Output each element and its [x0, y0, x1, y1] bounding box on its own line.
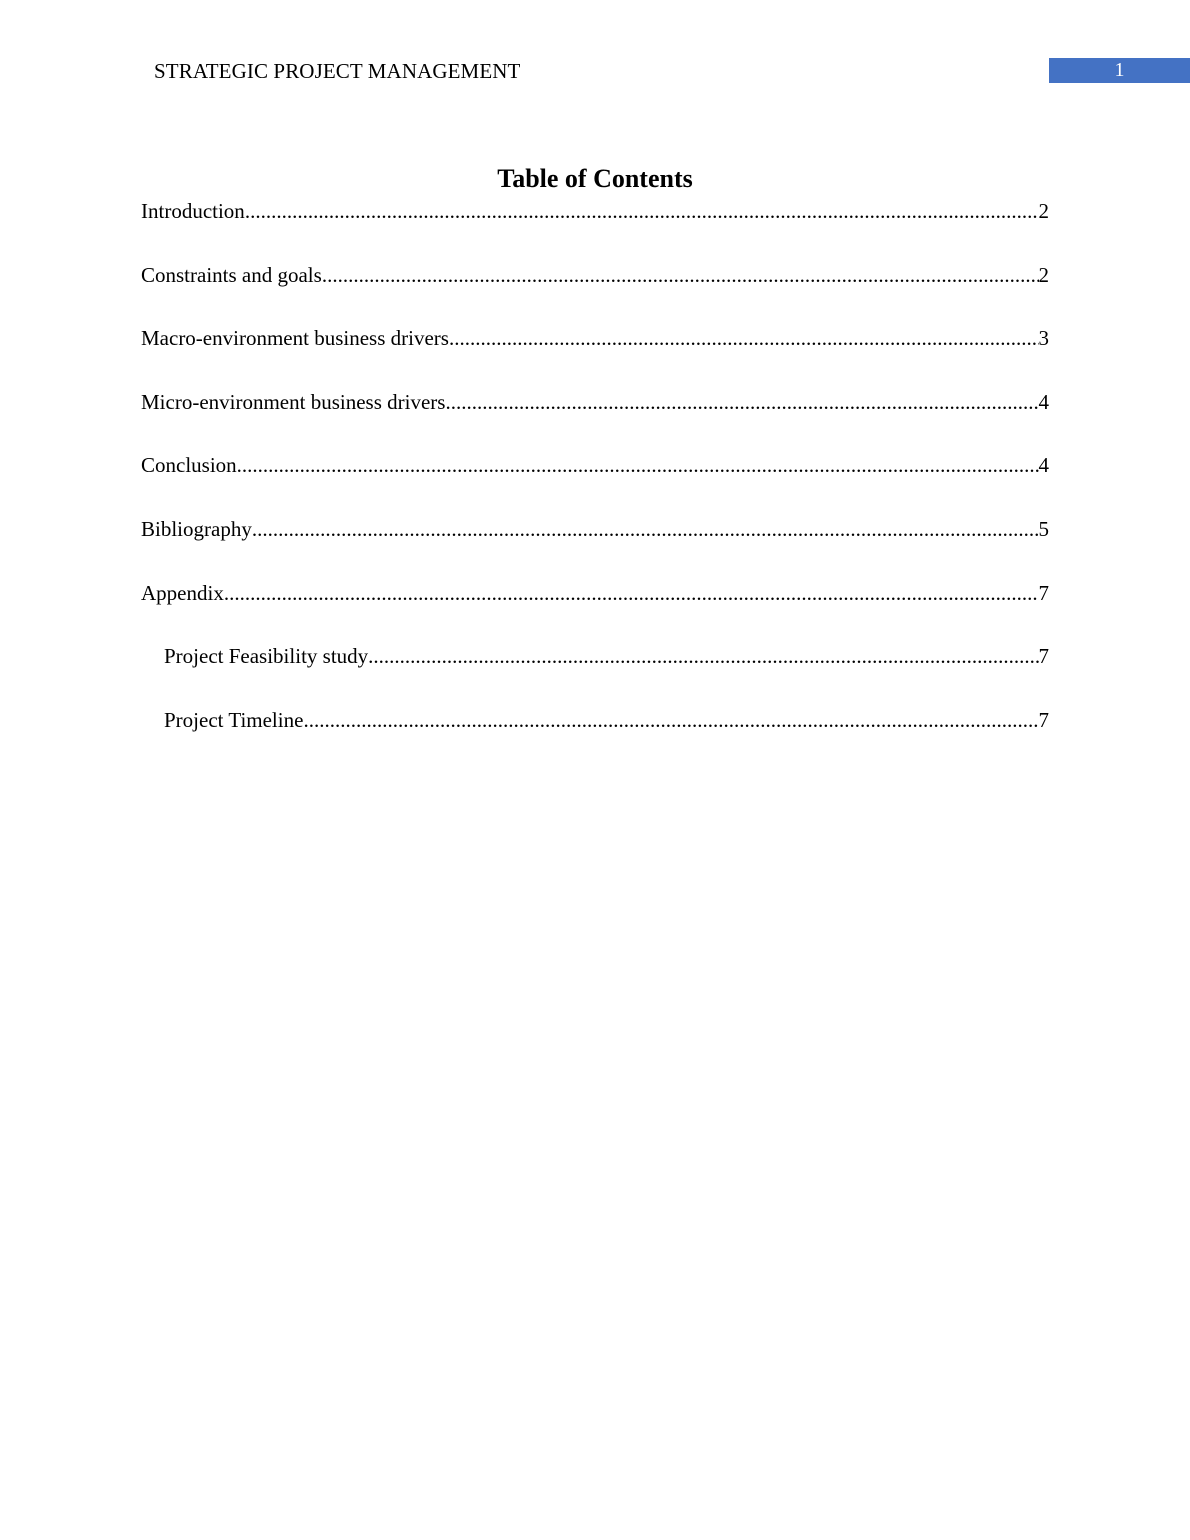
toc-entry-macro-environment[interactable] — [141, 324, 1049, 388]
toc-entry-page: 2 — [1038, 199, 1049, 223]
toc-dot-leader — [303, 706, 1038, 734]
toc-dot-leader — [449, 324, 1039, 352]
toc-entry-label: Introduction — [141, 199, 245, 223]
toc-entry-page: 3 — [1038, 326, 1049, 351]
toc-entry-label: Macro-environment business drivers — [141, 326, 449, 351]
toc-entry-label: Bibliography — [141, 516, 252, 541]
toc-entry-page: 4 — [1038, 453, 1049, 478]
toc-dot-leader — [237, 451, 1039, 479]
toc-entry-label: Conclusion — [141, 453, 237, 478]
table-of-contents — [141, 197, 1049, 769]
toc-entry-appendix[interactable] — [141, 579, 1049, 643]
toc-entry-page: 2 — [1038, 262, 1049, 287]
toc-entry-project-timeline[interactable] — [141, 706, 1049, 770]
toc-entry-label: Project Feasibility study — [164, 644, 369, 669]
toc-dot-leader — [224, 579, 1039, 607]
toc-entry-conclusion[interactable] — [141, 451, 1049, 515]
toc-entry-project-feasibility-study[interactable] — [141, 642, 1049, 706]
page-number-badge: 1 — [1049, 58, 1190, 83]
toc-entry-micro-environment[interactable] — [141, 388, 1049, 452]
toc-dot-leader — [368, 642, 1038, 670]
toc-entry-page: 4 — [1038, 389, 1049, 414]
toc-entry-page: 7 — [1038, 644, 1049, 669]
toc-dot-leader — [245, 197, 1039, 225]
toc-entry-label: Constraints and goals — [141, 262, 322, 287]
toc-dot-leader — [445, 388, 1038, 416]
toc-dot-leader — [252, 515, 1039, 543]
toc-heading: Table of Contents — [497, 164, 693, 193]
toc-entry-label: Micro-environment business drivers — [141, 389, 446, 414]
toc-entry-bibliography[interactable] — [141, 515, 1049, 579]
toc-entry-label: Project Timeline — [164, 707, 304, 732]
toc-entry-page: 7 — [1038, 580, 1049, 605]
toc-entry-page: 5 — [1038, 516, 1049, 541]
toc-entry-page: 7 — [1038, 707, 1049, 732]
toc-entry-constraints-and-goals[interactable] — [141, 261, 1049, 325]
running-header-title: STRATEGIC PROJECT MANAGEMENT — [154, 59, 521, 83]
toc-entry-label: Appendix — [141, 580, 224, 605]
toc-dot-leader — [322, 261, 1039, 289]
toc-entry-introduction[interactable] — [141, 197, 1049, 261]
